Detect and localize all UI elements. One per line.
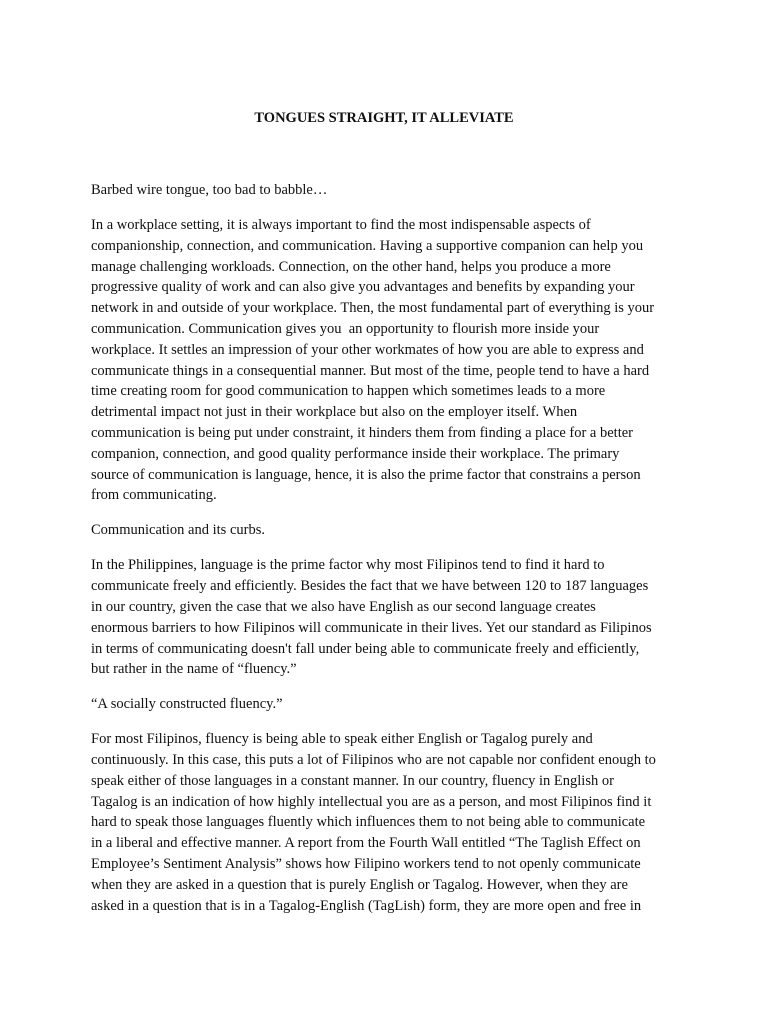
text-line: Employee’s Sentiment Analysis” shows how Filipino workers tend to not openly communicate xyxy=(91,856,641,873)
text-line: enormous barriers to how Filipinos will communicate in their lives. Yet our standard as Filipinos xyxy=(91,619,652,636)
text-line: communication is being put under constraint, it hinders them from finding a place for a better xyxy=(91,424,633,441)
text-line: source of communication is language, hence, it is also the prime factor that constrains a person xyxy=(91,466,641,483)
text-line: progressive quality of work and can also give you advantages and benefits by expanding your xyxy=(91,279,635,296)
text-line: workplace. It settles an impression of your other workmates of how you are able to express and xyxy=(91,341,644,358)
text-line: Tagalog is an indication of how highly intellectual you are as a person, and most Filipinos find it xyxy=(91,793,652,810)
document-body xyxy=(91,180,691,931)
document-title: TONGUES STRAIGHT, IT ALLEVIATE xyxy=(254,110,514,126)
text-line: when they are asked in a question that is purely English or Tagalog. However, when they are xyxy=(91,876,628,893)
text-line: asked in a question that is in a Tagalog-English (TagLish) form, they are more open and free in xyxy=(91,897,642,914)
text-line: time creating room for good communication to happen which sometimes leads to a more xyxy=(91,383,606,400)
text-line: speak either of those languages in a constant manner. In our country, fluency in English or xyxy=(91,772,614,789)
text-line: communicate things in a consequential manner. But most of the time, people tend to have a hard xyxy=(91,362,650,379)
paragraph-section-heading-fluency xyxy=(91,694,691,715)
text-line: communicate freely and efficiently. Besides the fact that we have between 120 to 187 languages xyxy=(91,578,649,595)
paragraph-epigraph xyxy=(91,180,691,201)
text-line: in a liberal and effective manner. A report from the Fourth Wall entitled “The Taglish Effect on xyxy=(91,835,641,852)
text-line: but rather in the name of “fluency.” xyxy=(91,661,297,678)
text-line: In a workplace setting, it is always important to find the most indispensable aspects of xyxy=(91,216,591,233)
text-line: in our country, given the case that we also have English as our second language creates xyxy=(91,598,596,615)
text-line: Barbed wire tongue, too bad to babble… xyxy=(91,182,328,198)
text-line: continuously. In this case, this puts a lot of Filipinos who are not capable nor confident enough to xyxy=(91,752,656,769)
text-line: In the Philippines, language is the prime factor why most Filipinos tend to find it hard to xyxy=(91,557,605,574)
text-line: companionship, connection, and communication. Having a supportive companion can help you xyxy=(91,237,644,254)
text-line: detrimental impact not just in their workplace but also on the employer itself. When xyxy=(91,404,578,421)
text-line: in terms of communicating doesn't fall under being able to communicate freely and efficiently, xyxy=(91,640,640,657)
text-line: from communicating. xyxy=(91,487,217,504)
paragraph-philippines xyxy=(91,555,691,680)
text-line: companion, connection, and good quality performance inside their workplace. The primary xyxy=(91,445,620,462)
text-line: hard to speak those languages fluently which influences them to not being able to communicate xyxy=(91,814,646,831)
text-line: manage challenging workloads. Connection, on the other hand, helps you produce a more xyxy=(91,258,611,275)
paragraph-workplace xyxy=(91,215,691,506)
text-line: For most Filipinos, fluency is being able to speak either English or Tagalog purely and xyxy=(91,731,593,748)
text-line: Communication and its curbs. xyxy=(91,522,265,539)
text-line: “A socially constructed fluency.” xyxy=(91,696,283,713)
text-line: network in and outside of your workplace. Then, the most fundamental part of everything is your xyxy=(91,300,655,317)
paragraph-section-heading-communication xyxy=(91,520,691,541)
text-line: communication. Communication gives you an opportunity to flourish more inside your xyxy=(91,320,600,337)
paragraph-fluency xyxy=(91,729,691,916)
